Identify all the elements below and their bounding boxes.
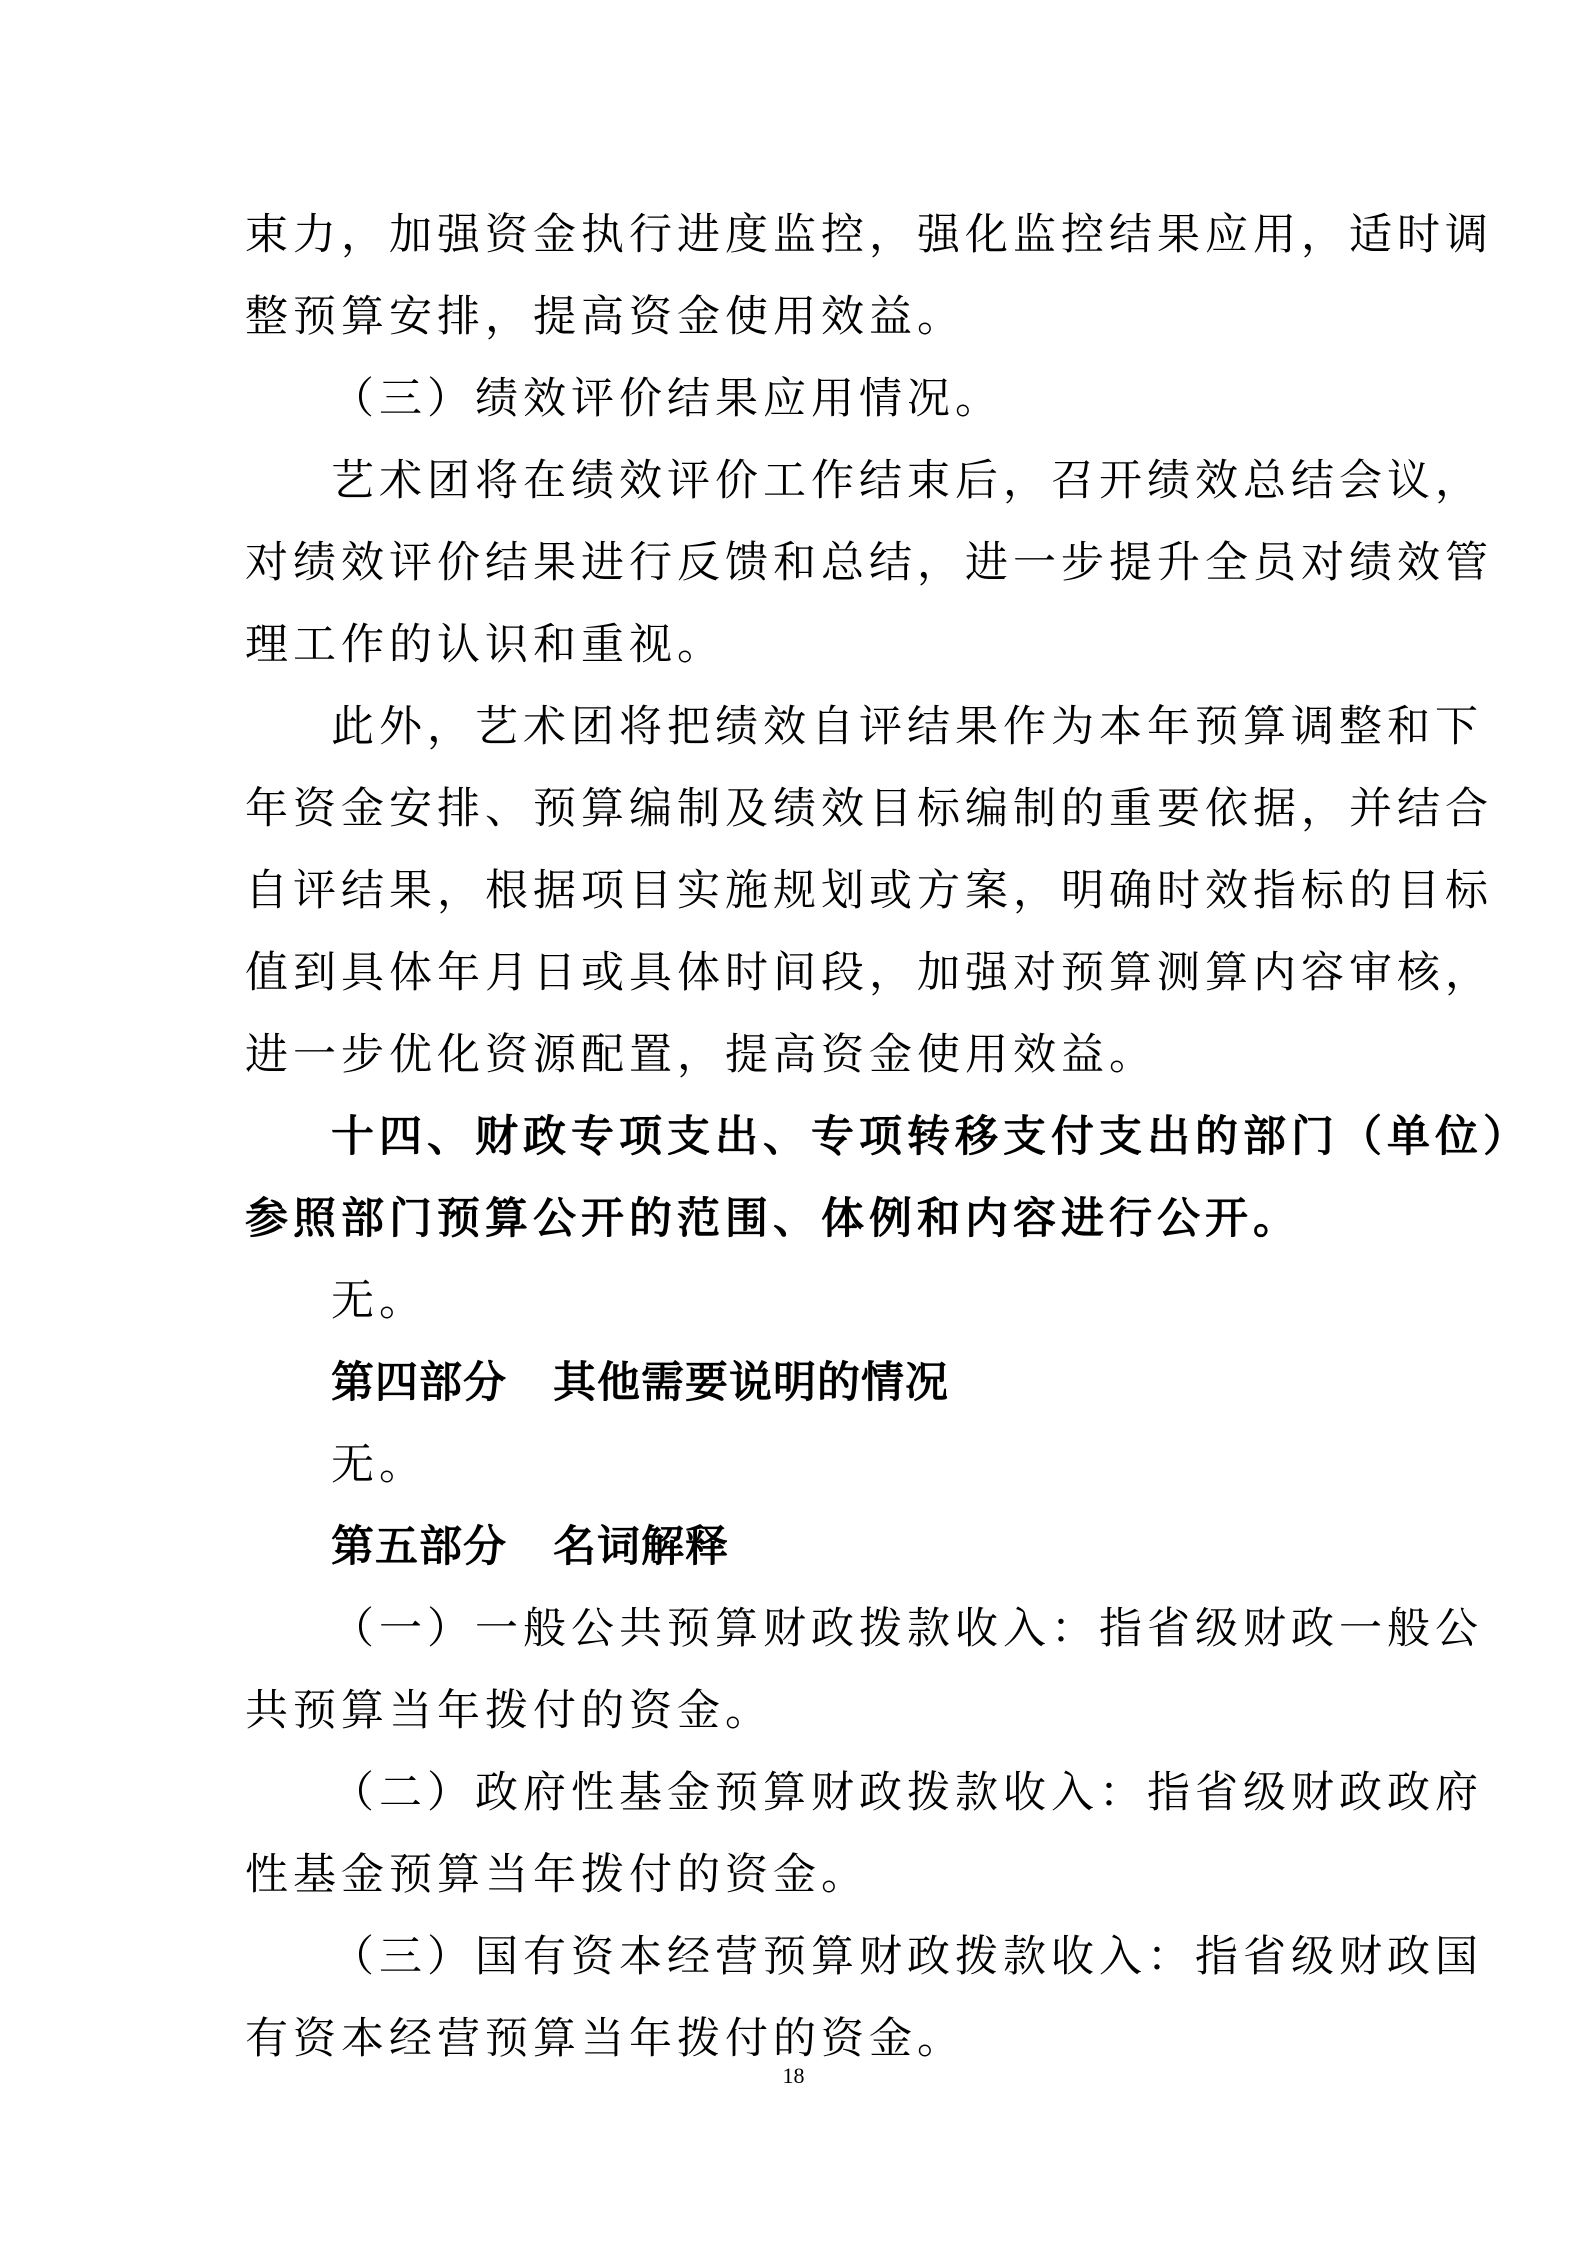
paragraph-line: 自评结果，根据项目实施规划或方案，明确时效指标的目标 [245,866,1493,916]
body-text [245,194,1531,2080]
paragraph-line: 艺术团将在绩效评价工作结束后，召开绩效总结会议， [331,456,1483,506]
section-heading: 十四、财政专项支出、专项转移支付支出的部门（单位） [331,1112,1531,1162]
part-heading [245,1506,1345,1588]
subheading: （三）绩效评价结果应用情况。 [331,374,1003,424]
paragraph-line: 无。 [331,1276,427,1326]
paragraph-line: 进一步优化资源配置，提高资金使用效益。 [245,1030,1157,1080]
part-title: 名词解释 [553,1522,729,1572]
paragraph-line: 共预算当年拨付的资金。 [245,1686,773,1736]
page-number: 18 [782,2063,805,2088]
paragraph-line: 理工作的认识和重视。 [245,620,725,670]
paragraph-line: 无。 [331,1440,427,1490]
part-title: 其他需要说明的情况 [553,1358,949,1408]
part-number: 第四部分 [331,1358,507,1408]
paragraph-line: 对绩效评价结果进行反馈和总结，进一步提升全员对绩效管 [245,538,1493,588]
paragraph-line: 值到具体年月日或具体时间段，加强对预算测算内容审核， [245,948,1493,998]
paragraph-line: 有资本经营预算当年拨付的资金。 [245,2014,965,2064]
section-heading: 参照部门预算公开的范围、体例和内容进行公开。 [245,1194,1301,1244]
paragraph-line: （二）政府性基金预算财政拨款收入：指省级财政政府 [331,1768,1483,1818]
paragraph-line: （三）国有资本经营预算财政拨款收入：指省级财政国 [331,1932,1483,1982]
part-heading [245,1342,1345,1424]
paragraph-line: 整预算安排，提高资金使用效益。 [245,292,965,342]
paragraph-line: 性基金预算当年拨付的资金。 [245,1850,869,1900]
paragraph-line: （一）一般公共预算财政拨款收入：指省级财政一般公 [331,1604,1483,1654]
paragraph-line: 此外，艺术团将把绩效自评结果作为本年预算调整和下 [331,702,1483,752]
paragraph-line: 年资金安排、预算编制及绩效目标编制的重要依据，并结合 [245,784,1493,834]
paragraph-line: 束力，加强资金执行进度监控，强化监控结果应用，适时调 [245,210,1493,260]
part-number: 第五部分 [331,1522,507,1572]
